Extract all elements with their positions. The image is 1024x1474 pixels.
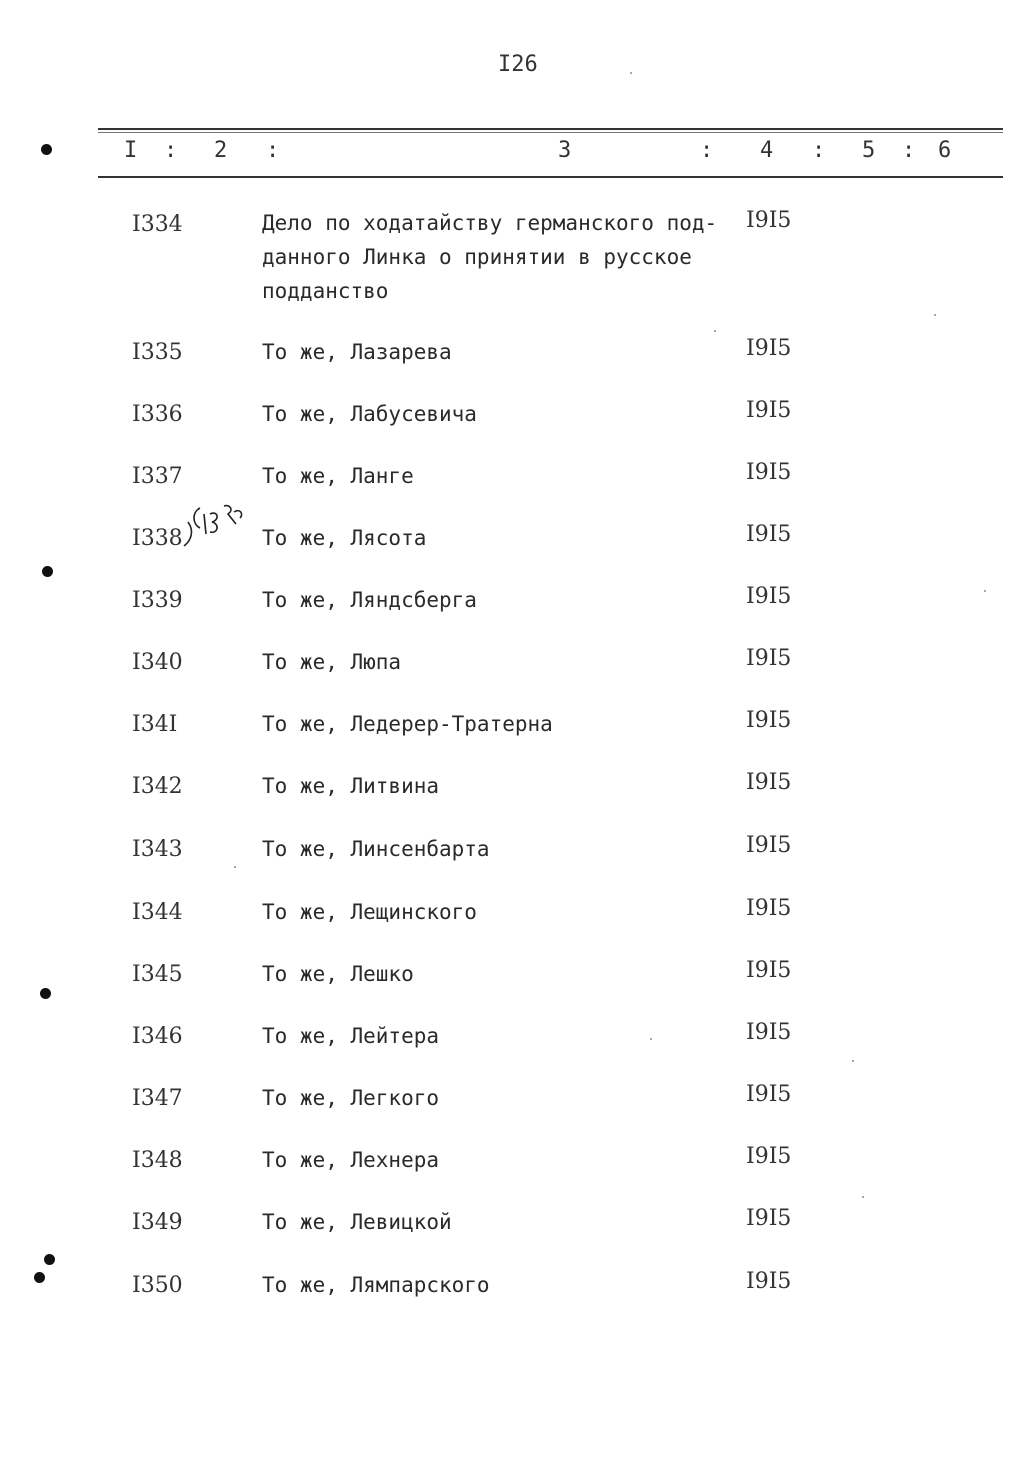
header-separator: : — [164, 138, 178, 163]
scan-speck — [630, 72, 632, 74]
row-year: I9I5 — [746, 1206, 792, 1231]
row-year: I9I5 — [746, 1020, 792, 1045]
row-number: I344 — [132, 900, 183, 925]
table-row — [0, 460, 1024, 504]
table-row — [0, 958, 1024, 1002]
row-number: I348 — [132, 1148, 183, 1173]
row-number: I337 — [132, 464, 183, 489]
table-row — [0, 522, 1024, 566]
row-number: I350 — [132, 1273, 183, 1298]
header-separator: : — [266, 138, 280, 163]
scan-speck — [714, 330, 716, 332]
row-year: I9I5 — [746, 208, 792, 233]
handwritten-annotation-mark — [178, 500, 248, 552]
row-title: То же, Ледерер-Тратерна — [262, 712, 553, 736]
scan-speck — [862, 1196, 864, 1198]
punch-hole — [44, 1254, 55, 1265]
table-header-bottom-rule — [98, 176, 1003, 178]
table-row — [0, 896, 1024, 940]
header-separator: : — [700, 138, 714, 163]
row-title: То же, Линсенбарта — [262, 837, 490, 861]
row-title: То же, Лабусевича — [262, 402, 477, 426]
row-year: I9I5 — [746, 833, 792, 858]
row-title: То же, Лешко — [262, 962, 414, 986]
page-number: I26 — [498, 52, 538, 77]
scan-speck — [852, 1060, 854, 1062]
punch-hole — [42, 566, 53, 577]
table-row — [0, 584, 1024, 628]
scan-speck — [234, 866, 236, 868]
header-col-6: 6 — [938, 138, 952, 163]
row-title: То же, Лазарева — [262, 340, 452, 364]
header-separator: : — [812, 138, 826, 163]
row-year: I9I5 — [746, 584, 792, 609]
row-number: I338 — [132, 526, 183, 551]
header-col-1: I — [124, 138, 138, 163]
row-number: I345 — [132, 962, 183, 987]
table-header-row — [0, 138, 1024, 168]
row-number: I334 — [132, 212, 183, 237]
row-title: То же, Люпа — [262, 650, 402, 674]
row-number: I335 — [132, 340, 183, 365]
punch-hole — [34, 1272, 45, 1283]
row-title: То же, Ланге — [262, 464, 414, 488]
row-year: I9I5 — [746, 958, 792, 983]
row-number: I342 — [132, 774, 183, 799]
row-title: То же, Легкого — [262, 1086, 440, 1110]
table-row — [0, 770, 1024, 814]
row-number: I339 — [132, 588, 183, 613]
table-top-rule — [98, 128, 1003, 130]
table-row — [0, 398, 1024, 442]
table-top-rule-inner — [98, 132, 1003, 133]
row-year: I9I5 — [746, 708, 792, 733]
table-row — [0, 646, 1024, 690]
header-col-3: 3 — [558, 138, 572, 163]
header-separator: : — [902, 138, 916, 163]
row-number: I347 — [132, 1086, 183, 1111]
row-year: I9I5 — [746, 398, 792, 423]
table-row — [0, 1020, 1024, 1064]
row-title: То же, Литвина — [262, 774, 440, 798]
table-row — [0, 708, 1024, 752]
row-year: I9I5 — [746, 646, 792, 671]
row-title: То же, Левицкой — [262, 1210, 452, 1234]
header-col-5: 5 — [862, 138, 876, 163]
row-title: То же, Лещинского — [262, 900, 477, 924]
row-title: То же, Лямпарского — [262, 1273, 490, 1297]
row-year: I9I5 — [746, 460, 792, 485]
row-number: I346 — [132, 1024, 183, 1049]
table-row — [0, 336, 1024, 380]
table-row — [0, 1082, 1024, 1126]
row-title: То же, Ляндсберга — [262, 588, 477, 612]
table-row — [0, 208, 1024, 303]
table-row — [0, 833, 1024, 877]
row-title: Дело по ходатайству германского под-данного Линка о принятии в русское подданство — [262, 211, 718, 303]
scan-speck — [650, 1038, 652, 1040]
row-number: I340 — [132, 650, 183, 675]
row-title: То же, Лехнера — [262, 1148, 440, 1172]
table-row — [0, 1206, 1024, 1250]
row-year: I9I5 — [746, 770, 792, 795]
row-number: I34I — [132, 712, 178, 737]
row-year: I9I5 — [746, 1082, 792, 1107]
row-year: I9I5 — [746, 1144, 792, 1169]
row-year: I9I5 — [746, 1269, 792, 1294]
header-col-4: 4 — [760, 138, 774, 163]
row-year: I9I5 — [746, 896, 792, 921]
row-number: I349 — [132, 1210, 183, 1235]
row-number: I336 — [132, 402, 183, 427]
table-row — [0, 1144, 1024, 1188]
table-row — [0, 1269, 1024, 1313]
scan-speck — [984, 590, 986, 592]
punch-hole — [40, 988, 51, 999]
scan-speck — [934, 314, 936, 316]
punch-hole — [41, 144, 52, 155]
row-year: I9I5 — [746, 522, 792, 547]
row-year: I9I5 — [746, 336, 792, 361]
row-title: То же, Лейтера — [262, 1024, 440, 1048]
row-title: То же, Лясота — [262, 526, 427, 550]
row-number: I343 — [132, 837, 183, 862]
header-col-2: 2 — [214, 138, 228, 163]
